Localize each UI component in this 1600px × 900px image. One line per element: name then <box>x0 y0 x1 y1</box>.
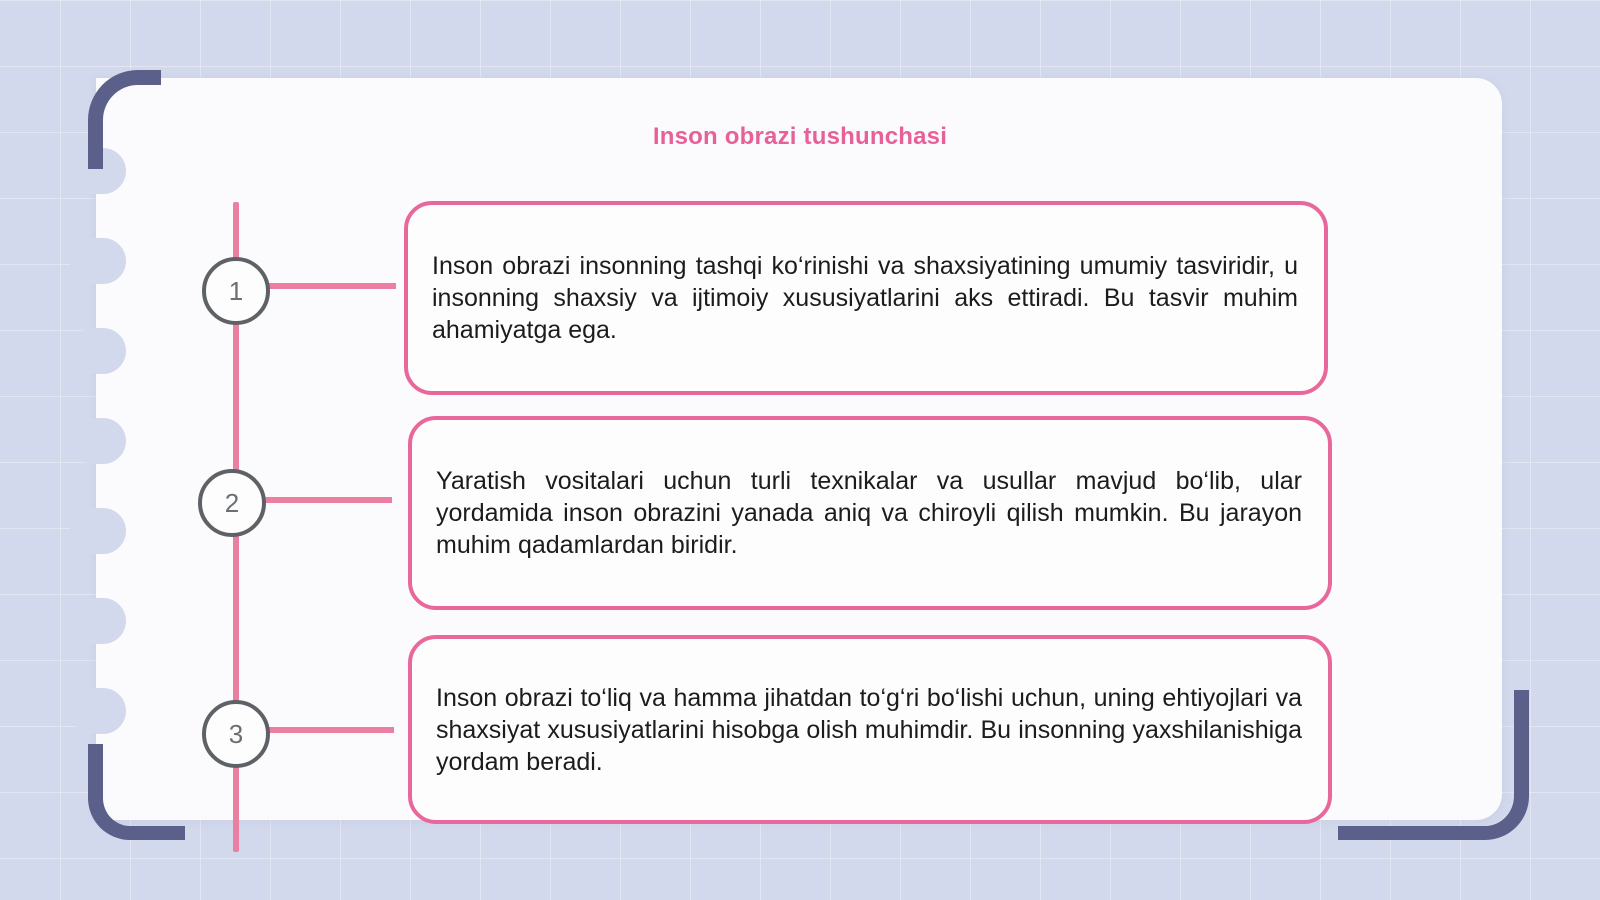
frame-corner-bottom-right <box>1338 690 1529 840</box>
text-card-2 <box>408 416 1332 610</box>
slide-title: Inson obrazi tushunchasi <box>652 123 948 150</box>
card-text-3: Inson obrazi to‘liq va hamma jihatdan to‘g‘ri bo‘lishi uchun, uning ehtiyojlari va shaxsiyat xususiyatlarini hisobga olish muhimdir. Bu insonning yaxshilanishiga yordam beradi. <box>436 683 1302 776</box>
card-text-2: Yaratish vositalari uchun turli texnikalar va usullar mavjud bo‘lib, ular yordamida inson obrazini yanada aniq va chiroyli qilish mumkin. Bu jarayon muhim qadamlardan biridir. <box>436 467 1302 559</box>
step-number-3: 3 <box>202 700 270 768</box>
connector-1 <box>268 283 396 289</box>
connector-2 <box>264 497 392 503</box>
step-number-1: 1 <box>202 257 270 325</box>
connector-3 <box>266 727 394 733</box>
sheet-notch <box>70 508 126 554</box>
step-number-2: 2 <box>198 469 266 537</box>
sheet-notch <box>70 598 126 644</box>
sheet-notch <box>70 688 126 734</box>
text-card-3 <box>408 635 1332 824</box>
frame-corner-bottom-left <box>88 744 185 840</box>
sheet-notch <box>70 238 126 284</box>
card-text-1: Inson obrazi insonning tashqi ko‘rinishi va shaxsiyatining umumiy tasviridir, u insonning shaxsiy va ijtimoiy xususiyatlarini aks ettiradi. Bu tasvir muhim ahamiyatga ega. <box>432 252 1298 344</box>
sheet-notch <box>70 418 126 464</box>
sheet-notch <box>70 328 126 374</box>
text-card-1 <box>404 201 1328 395</box>
